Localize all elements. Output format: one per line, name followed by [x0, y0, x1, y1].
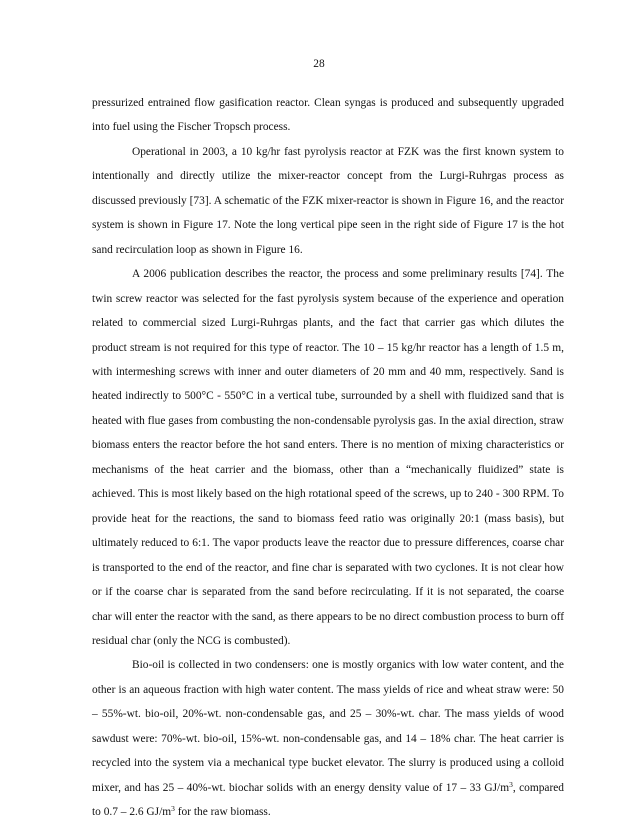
body-text [92, 91, 564, 825]
paragraph-4-text-b: , compared to 0.7 – 2.6 GJ/m [92, 781, 564, 819]
paragraph-2: Operational in 2003, a 10 kg/hr fast pyrolysis reactor at FZK was the first known system to intentionally and directly utilize the mixer-reactor concept from the Lurgi-Ruhrgas process as discussed previously [73]. A schematic of the FZK mixer-reactor is shown in Figure 16, and the reactor system is shown in Figure 17. Note the long vertical pipe seen in the right side of Figure 17 is the hot sand recirculation loop as shown in Figure 16. [92, 145, 564, 256]
paragraph-4-text-c: for the raw biomass. [174, 806, 271, 819]
superscript-cubed-2: 3 [171, 804, 175, 814]
paragraph-3: A 2006 publication describes the reactor, the process and some preliminary results [74]. The twin screw reactor was selected for the fast pyrolysis system because of the experience and operation related to commercial sized Lurgi-Ruhrgas plants, and the fact that carrier gas which dilutes the product stream is not required for this type of reactor. The 10 – 15 kg/hr reactor has a length of 1.5 m, with intermeshing screws with inner and outer diameters of 20 mm and 40 mm, respectively. Sand is heated indirectly to 500°C - 550°C in a vertical tube, surrounded by a shell with fluidized sand that is heated with flue gases from combusting the non-condensable pyrolysis gas. In the axial direction, straw biomass enters the reactor before the hot sand enters. There is no mention of mixing characteristics or mechanisms of the heat carrier and the biomass, other than a “mechanically fluidized” state is achieved. This is most likely based on the high rotational speed of the screws, up to 240 - 300 RPM. To provide heat for the reactions, the sand to biomass feed ratio was originally 20:1 (mass basis), but ultimately reduced to 6:1. The vapor products leave the reactor due to pressure differences, coarse char is transported to the end of the reactor, and fine char is separated with two cyclones. It is not clear how or if the coarse char is separated from the sand before recirculating. If it is not separated, the coarse char will enter the reactor with the sand, as there appears to be no direct combustion process to burn off residual char (only the NCG is combusted). [92, 268, 564, 647]
paragraph-1: pressurized entrained flow gasification reactor. Clean syngas is produced and subsequently upgraded into fuel using the Fischer Tropsch process. [92, 97, 564, 134]
paragraph-4-text-a: Bio-oil is collected in two condensers: one is mostly organics with low water content, and the other is an aqueous fraction with high water content. The mass yields of rice and wheat straw were: 50 – 55%-wt. bio-oil, 20%-wt. non-condensable gas, and 25 – 30%-wt. char. The mass yields of wood sawdust were: 70%-wt. bio-oil, 15%-wt. non-condensable gas, and 14 – 18% char. The heat carrier is recycled into the system via a mechanical type bucket elevator. The slurry is produced using a colloid mixer, and has 25 – 40%-wt. biochar solids with an energy density value of 17 – 33 GJ/m [92, 659, 564, 794]
page-number: 28 [313, 58, 325, 70]
superscript-cubed: 3 [509, 779, 513, 789]
paragraph-4 [92, 653, 564, 824]
